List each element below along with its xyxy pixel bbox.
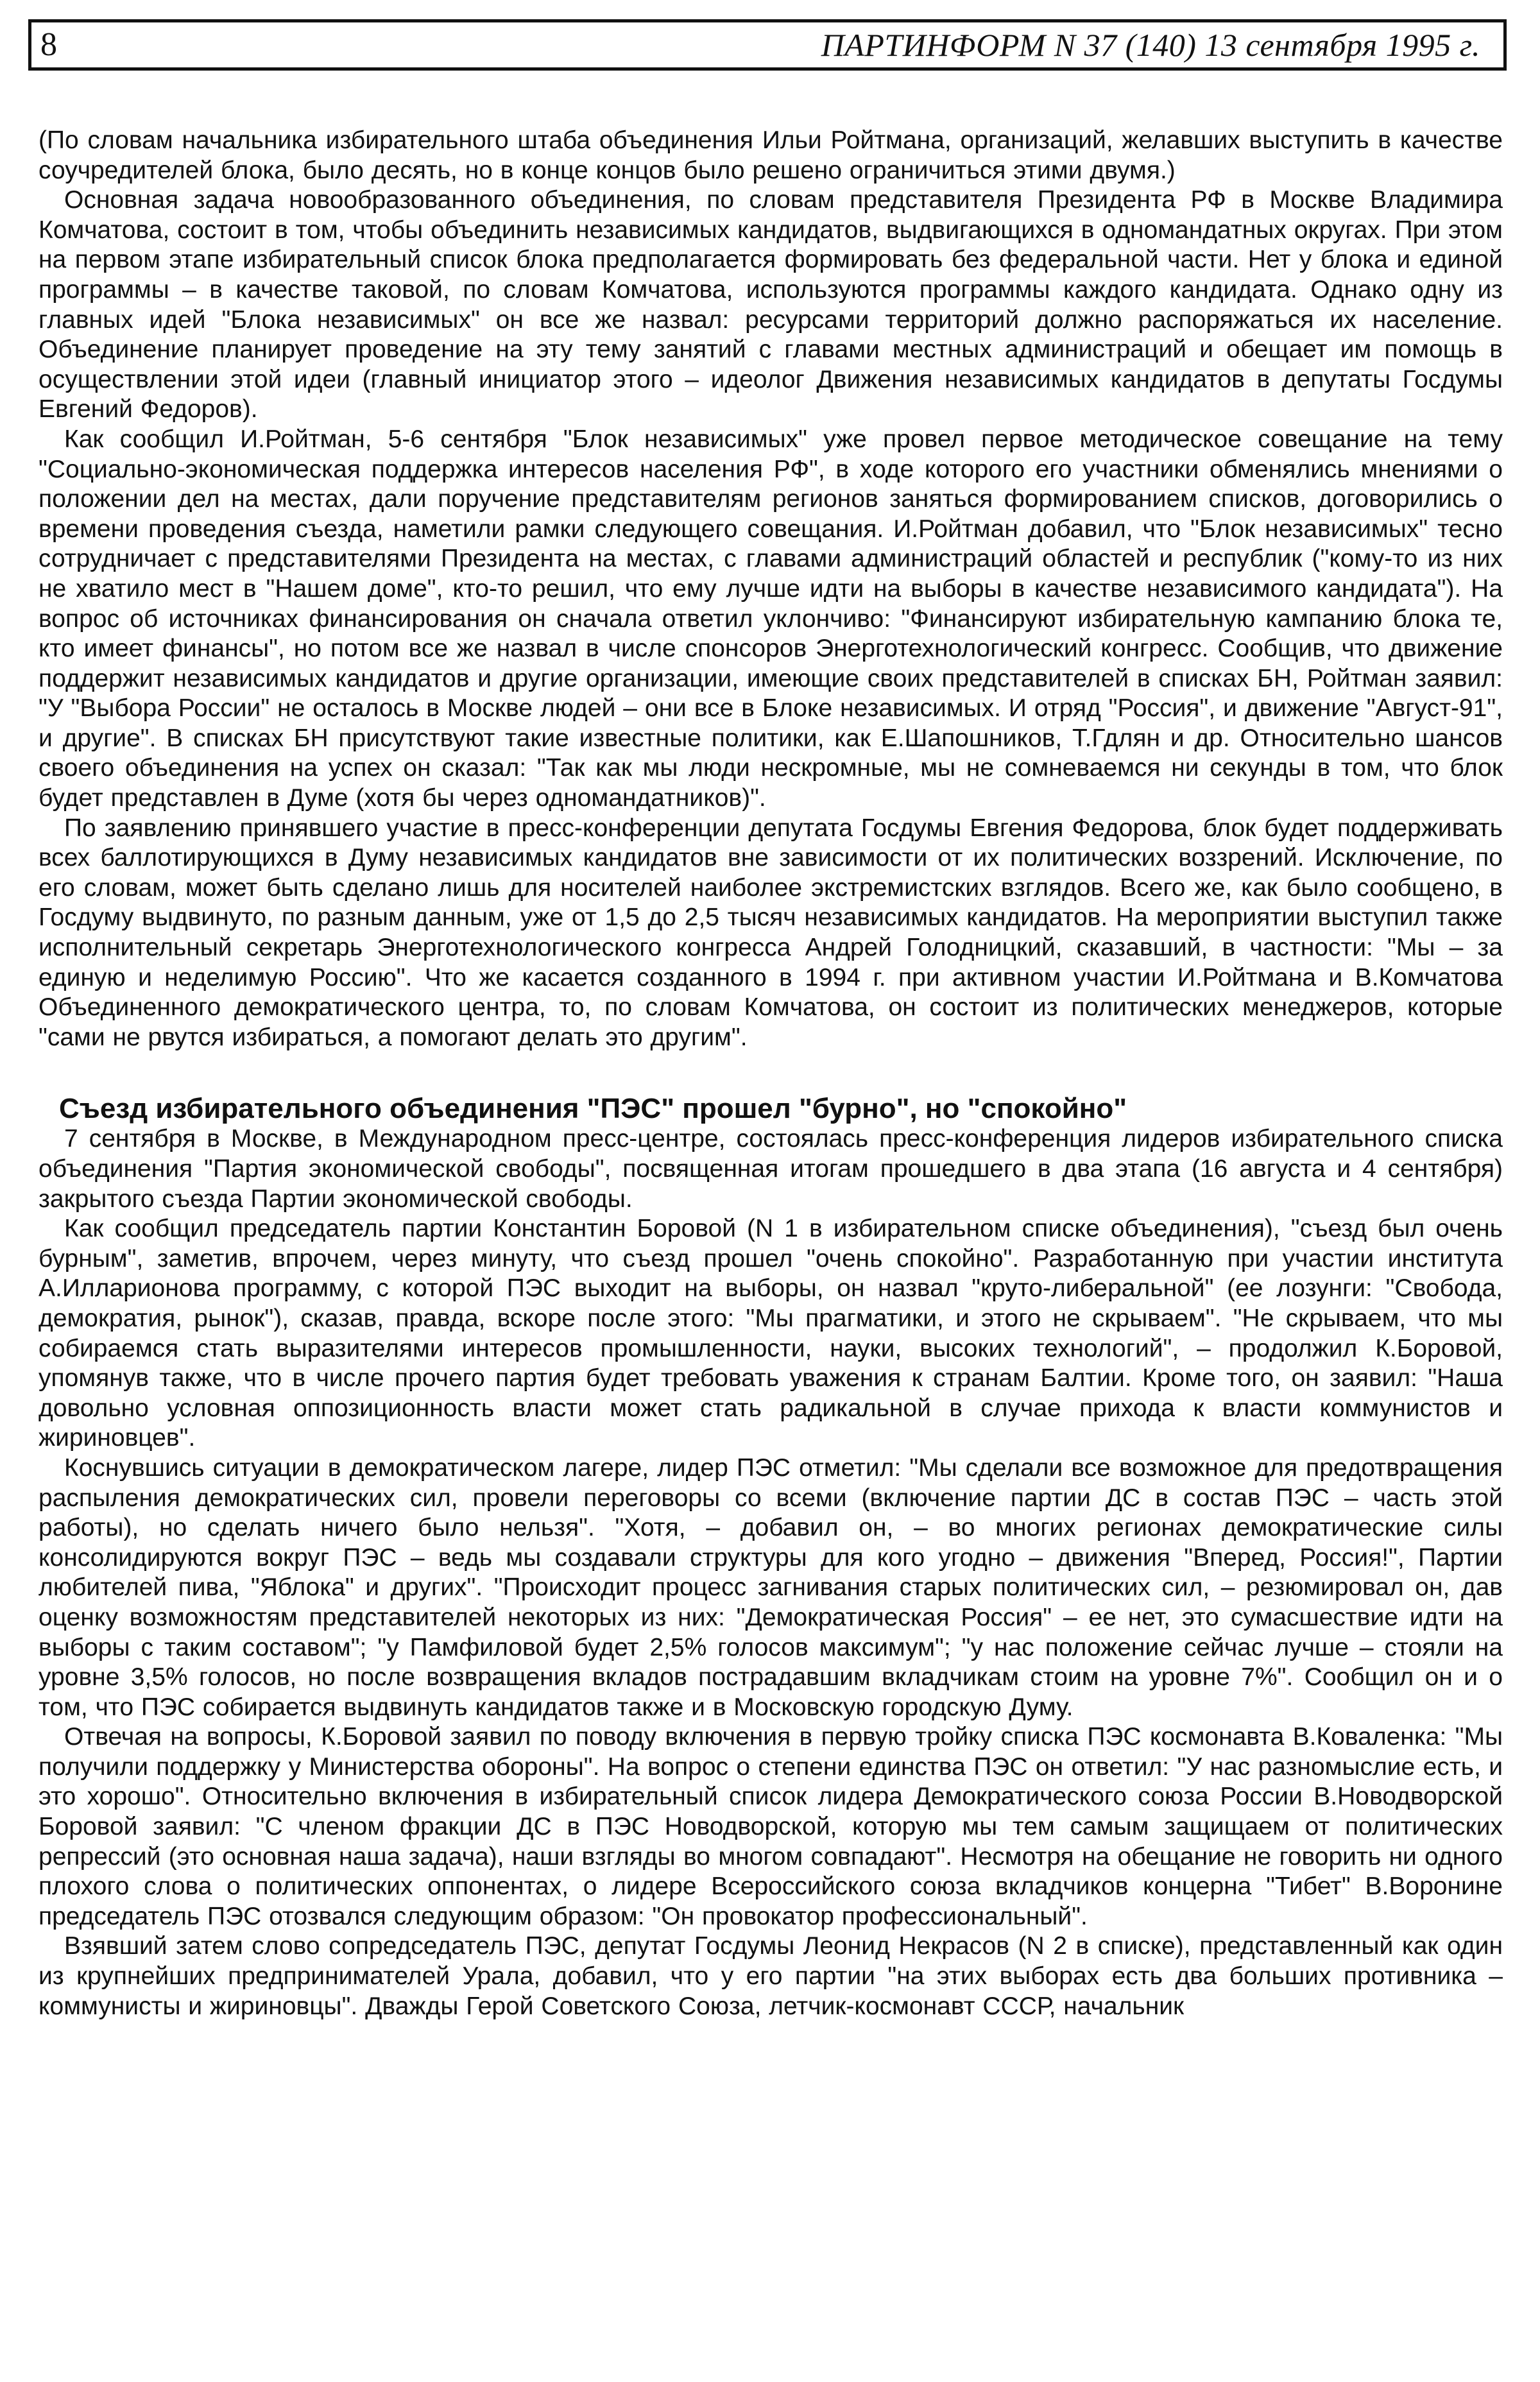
article-paragraph: Коснувшись ситуации в демократическом лагере, лидер ПЭС отметил: "Мы сделали все возможное для предотвращения распыления демократических сил, провели переговоры со всеми (включение партии ДС в состав ПЭС – часть этой работы), но сделать ничего было нельзя". "Хотя, – добавил он, – во многих регионах демократические силы консолидируются вокруг ПЭС – ведь мы создавали структуры для кого угодно – движения "Вперед, Россия!", Партии любителей пива, "Яблока" и других". "Происходит процесс загнивания старых политических сил, – резюмировал он, дав оценку возможностям представителей некоторых из них: "Демократическая Россия" – ее нет, это сумасшествие идти на выборы с таким составом"; "у Памфиловой будет 2,5% голосов максимум"; "у нас положение сейчас лучше – стояли на уровне 3,5% голосов, но после возвращения вкладов пострадавшим вкладчикам стоим на уровне 7%". Сообщил он и о том, что ПЭС собирается выдвинуть кандидатов также и в Московскую городскую Думу.: [38, 1453, 1503, 1721]
article-paragraph: По заявлению принявшего участие в пресс-конференции депутата Госдумы Евгения Федорова, блок будет поддерживать всех баллотирующихся в Думу независимых кандидатов вне зависимости от их политических воззрений. Исключение, по его словам, может быть сделано лишь для носителей наиболее экстремистских взглядов. Всего же, как было сообщено, в Госдуму выдвинуто, по разным данным, уже от 1,5 до 2,5 тысяч независимых кандидатов. На мероприятии выступил также исполнительный секретарь Энерготехнологического конгресса Андрей Голодницкий, сказавший, в частности: "Мы – за единую и неделимую Россию". Что же касается созданного в 1994 г. при активном участии И.Ройтмана и В.Комчатова Объединенного демократического центра, то, по словам Комчатова, он состоит из политических менеджеров, которые "сами не рвутся избираться, а помогают делать это другим".: [38, 814, 1503, 1051]
page-header: [28, 19, 1507, 71]
article-heading: Съезд избирательного объединения "ПЭС" прошел "бурно", но "спокойно": [59, 1093, 1127, 1125]
article-pes-congress: [38, 1093, 1503, 2021]
article-paragraph: Как сообщил председатель партии Константин Боровой (N 1 в избирательном списке объединения), "съезд был очень бурным", заметив, впрочем, через минуту, что съезд прошел "очень спокойно". Разработанную при участии института А.Илларионова программу, с которой ПЭС выходит на выборы, он назвал "круто-либеральной" (ее лозунги: "Свобода, демократия, рынок"), сказав, правда, вскоре после этого: "Мы прагматики, и этого не скрываем". "Не скрываем, что мы собираемся стать выразителями интересов промышленности, науки, высоких технологий", – продолжил К.Боровой, упомянув также, что в числе прочего партия будет требовать уважения к странам Балтии. Кроме того, он заявил: "Наша довольно условная оппозиционность власти может стать радикальной в случае прихода к власти коммунистов и жириновцев".: [38, 1215, 1503, 1452]
article-paragraph: Взявший затем слово сопредседатель ПЭС, депутат Госдумы Леонид Некрасов (N 2 в списке), представленный как один из крупнейших предпринимателей Урала, добавил, что у его партии "на этих выборах есть два больших противника – коммунисты и жириновцы". Дважды Герой Советского Союза, летчик-космонавт СССР, начальник: [38, 1932, 1503, 2020]
article-paragraph: (По словам начальника избирательного штаба объединения Ильи Ройтмана, организаций, желавших выступить в качестве соучредителей блока, было десять, но в конце концов было решено ограничиться этими двумя.): [38, 126, 1503, 184]
article-continued: [38, 126, 1503, 1052]
article-paragraph: 7 сентября в Москве, в Международном пресс-центре, состоялась пресс-конференция лидеров избирательного списка объединения "Партия экономической свободы", посвященная итогам прошедшего в два этапа (16 августа и 4 сентября) закрытого съезда Партии экономической свободы.: [38, 1125, 1503, 1213]
article-paragraph: Как сообщил И.Ройтман, 5-6 сентября "Блок независимых" уже провел первое методическое совещание на тему "Социально-экономическая поддержка интересов населения РФ", в ходе которого его участники обменялись мнениями о положении дел на местах, дали поручение представителям регионов заняться формированием списков, договорились о времени проведения съезда, наметили рамки следующего совещания. И.Ройтман добавил, что "Блок независимых" тесно сотрудничает с представителями Президента на местах, с главами администраций областей и республик ("кому-то из них не хватило мест в "Нашем доме", кто-то решил, что ему лучше идти на выборы в качестве независимого кандидата"). На вопрос об источниках финансирования он сначала ответил уклончиво: "Финансируют избирательную кампанию блока те, кто имеет финансы", но потом все же назвал в числе спонсоров Энерготехнологический конгресс. Сообщив, что движение поддержит независимых кандидатов и другие организации, имеющие своих представителей в списках БН, Ройтман заявил: "У "Выбора России" не осталось в Москве людей – они все в Блоке независимых. И отряд "Россия", и движение "Август-91", и другие". В списках БН присутствуют такие известные политики, как Е.Шапошников, Т.Гдлян и др. Относительно шансов своего объединения на успех он сказал: "Так как мы люди нескромные, мы не сомневаемся ни секунды в том, что блок будет представлен в Думе (хотя бы через одномандатников)".: [38, 425, 1503, 812]
article-body: [38, 126, 1503, 2021]
article-paragraph: Основная задача новообразованного объединения, по словам представителя Президента РФ в Москве Владимира Комчатова, состоит в том, чтобы объединить независимых кандидатов, выдвигающихся в одномандатных округах. При этом на первом этапе избирательный список блока предполагается формировать без федеральной части. Нет у блока и единой программы – в качестве таковой, по словам Комчатова, используются программы каждого кандидата. Однако одну из главных идей "Блока независимых" он все же назвал: ресурсами территорий должно распоряжаться их население. Объединение планирует проведение на эту тему занятий с главами местных администраций и обещает им помощь в осуществлении этой идеи (главный инициатор этого – идеолог Движения независимых кандидатов в депутаты Госдумы Евгений Федоров).: [38, 186, 1503, 424]
running-head: ПАРТИНФОРМ N 37 (140) 13 сентября 1995 г.: [821, 27, 1480, 63]
article-paragraph: Отвечая на вопросы, К.Боровой заявил по поводу включения в первую тройку списка ПЭС космонавта В.Коваленка: "Мы получили поддержку у Министерства обороны". На вопрос о степени единства ПЭС он ответил: "У нас разномыслие есть, и это хорошо". Относительно включения в избирательный список лидера Демократического союза России В.Новодворской Боровой заявил: "С членом фракции ДС в ПЭС Новодворской, которую мы тем самым защищаем от политических репрессий (это основная наша задача), наши взгляды во многом совпадают". Несмотря на обещание не говорить ни одного плохого слова о политических оппонентах, о лидере Всероссийского союза вкладчиков концерна "Тибет" В.Воронине председатель ПЭС отозвался следующим образом: "Он провокатор профессиональный".: [38, 1723, 1503, 1930]
page-number: 8: [40, 26, 57, 63]
